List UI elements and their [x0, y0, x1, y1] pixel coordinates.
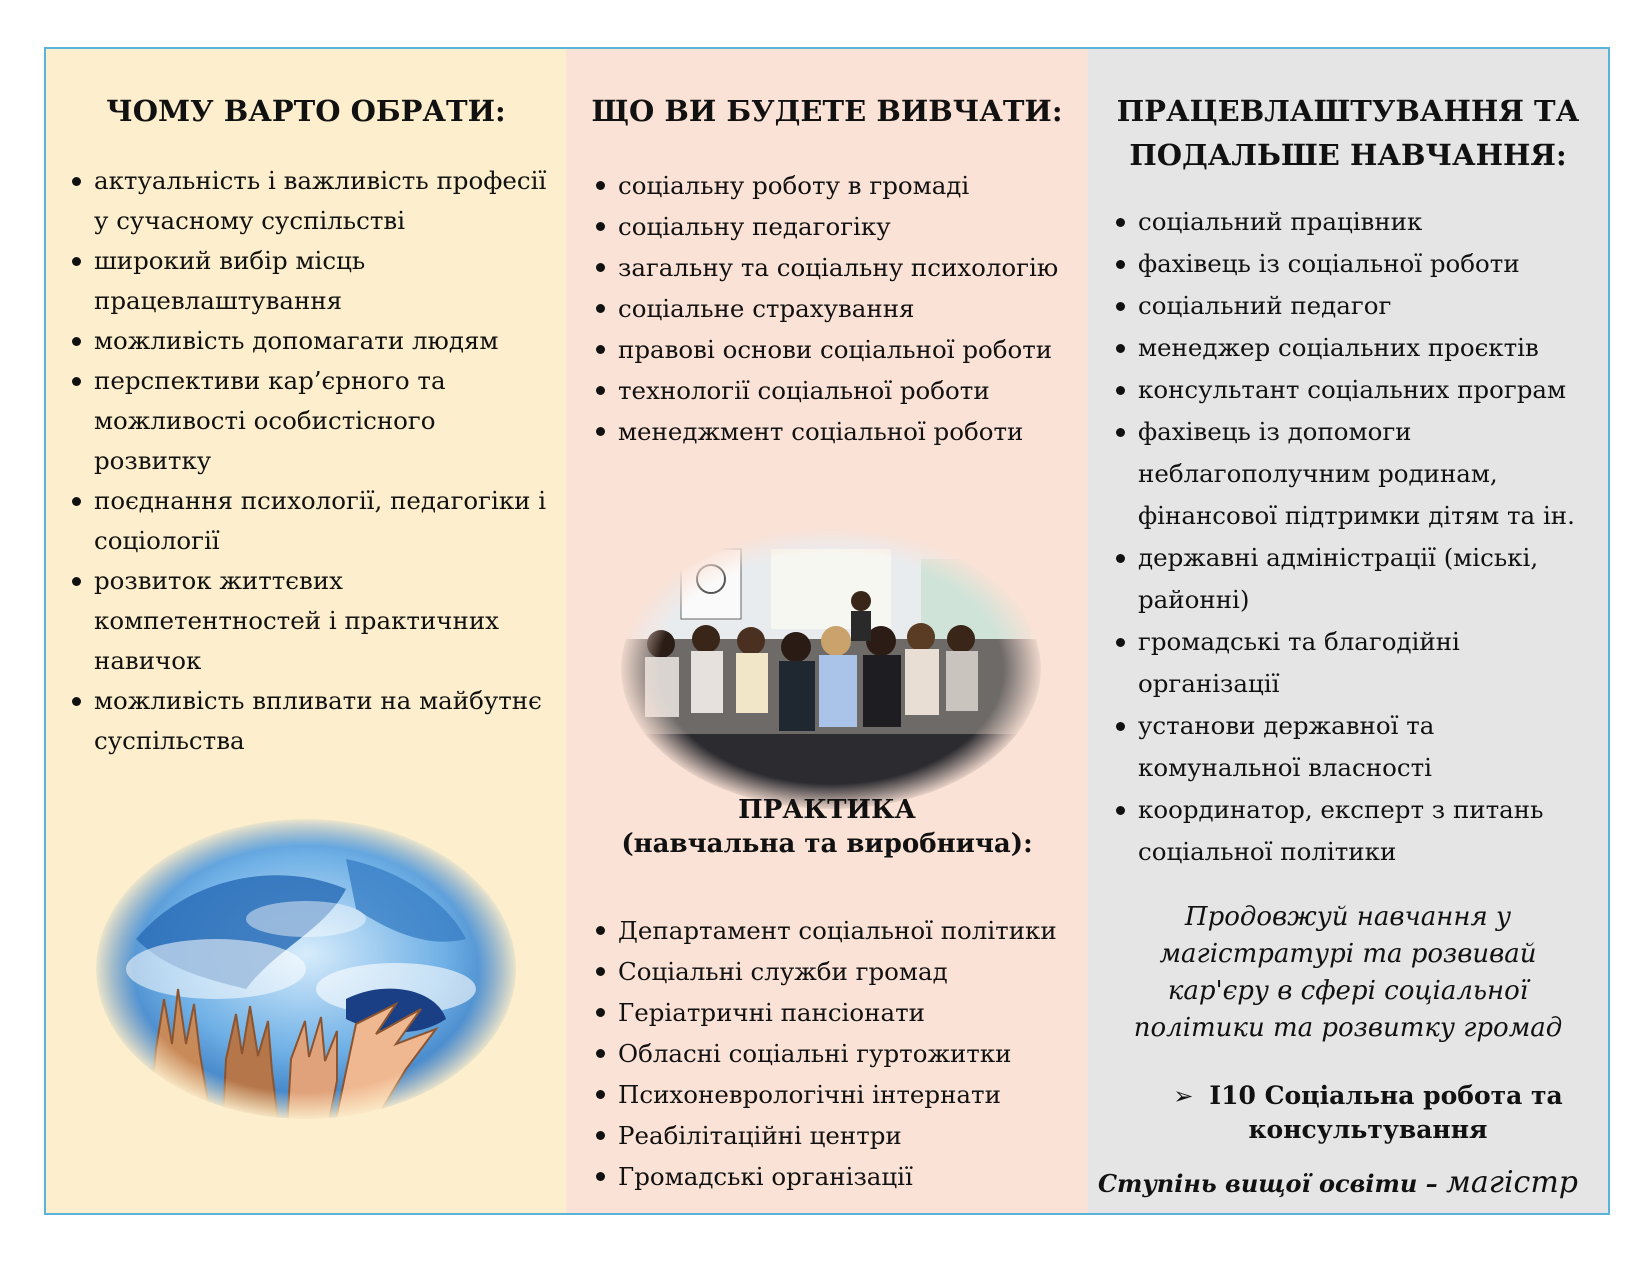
column-employment [1088, 49, 1608, 1213]
list-item: консультант соціальних програм [1114, 369, 1600, 411]
employment-list [1114, 201, 1600, 873]
brochure-frame [44, 47, 1610, 1215]
practice-list [594, 910, 1084, 1197]
arrow-bullet-icon: ➢ [1173, 1082, 1194, 1110]
employment-heading-line2: ПОДАЛЬШЕ НАВЧАННЯ: [1129, 138, 1567, 172]
list-item: соціальний працівник [1114, 201, 1600, 243]
list-item: Обласні соціальні гуртожитки [594, 1033, 1084, 1074]
degree-line [1088, 1166, 1578, 1201]
list-item: перспективи кар’єрного та можливості особистісного розвитку [70, 361, 556, 481]
list-item: правові основи соціальної роботи [594, 329, 1084, 370]
classroom-photo [621, 529, 1041, 809]
column-why-choose [46, 49, 566, 1213]
what-study-list [594, 165, 1084, 452]
list-item: поєднання психології, педагогіки і соціології [70, 481, 556, 561]
list-item: соціальне страхування [594, 288, 1084, 329]
list-item: технології соціальної роботи [594, 370, 1084, 411]
list-item: Соціальні служби громад [594, 951, 1084, 992]
masters-quote: Продовжуй навчання у магістратурі та розвивай кар'єру в сфері соціальної політики та розвитку громад [1133, 902, 1563, 1043]
list-item: менеджер соціальних проєктів [1114, 327, 1600, 369]
list-item: Громадські організації [594, 1156, 1084, 1197]
list-item: державні адміністрації (міські, районні) [1114, 537, 1600, 621]
list-item: соціальну педагогіку [594, 206, 1084, 247]
list-item: соціальну роботу в громаді [594, 165, 1084, 206]
specialty-block [1168, 1079, 1568, 1147]
list-item: Геріатричні пансіонати [594, 992, 1084, 1033]
list-item: громадські та благодійні організації [1114, 621, 1600, 705]
degree-value: магістр [1446, 1165, 1578, 1200]
list-item: фахівець із допомоги неблагополучним родинам, фінансової підтримки дітям та ін. [1114, 411, 1600, 537]
employment-heading-line1: ПРАЦЕВЛАШТУВАННЯ ТА [1116, 94, 1580, 128]
specialty-line1: I10 Соціальна робота та [1209, 1081, 1563, 1110]
list-item: менеджмент соціальної роботи [594, 411, 1084, 452]
why-choose-list [70, 161, 556, 761]
list-item: Психоневрологічні інтернати [594, 1074, 1084, 1115]
degree-label: Ступінь вищої освіти – [1097, 1169, 1447, 1198]
list-item: соціальний педагог [1114, 285, 1600, 327]
specialty-line2: консультування [1248, 1115, 1488, 1144]
practice-subtitle: (навчальна та виробнича): [621, 829, 1033, 859]
list-item: можливість допомагати людям [70, 321, 556, 361]
globe-hands-image [96, 819, 516, 1119]
list-item: Реабілітаційні центри [594, 1115, 1084, 1156]
list-item: фахівець із соціальної роботи [1114, 243, 1600, 285]
column-what-study [566, 49, 1088, 1213]
list-item: широкий вибір місць працевлаштування [70, 241, 556, 321]
list-item: актуальність і важливість професії у сучасному суспільстві [70, 161, 556, 241]
why-choose-heading: ЧОМУ ВАРТО ОБРАТИ: [106, 94, 506, 128]
practice-heading: ПРАКТИКА [738, 795, 916, 825]
list-item: можливість впливати на майбутнє суспільства [70, 681, 556, 761]
list-item: загальну та соціальну психологію [594, 247, 1084, 288]
list-item: установи державної та комунальної власності [1114, 705, 1600, 789]
what-study-heading: ЩО ВИ БУДЕТЕ ВИВЧАТИ: [591, 94, 1063, 128]
list-item: координатор, експерт з питань соціальної політики [1114, 789, 1600, 873]
list-item: розвиток життєвих компетентностей і практичних навичок [70, 561, 556, 681]
list-item: Департамент соціальної політики [594, 910, 1084, 951]
